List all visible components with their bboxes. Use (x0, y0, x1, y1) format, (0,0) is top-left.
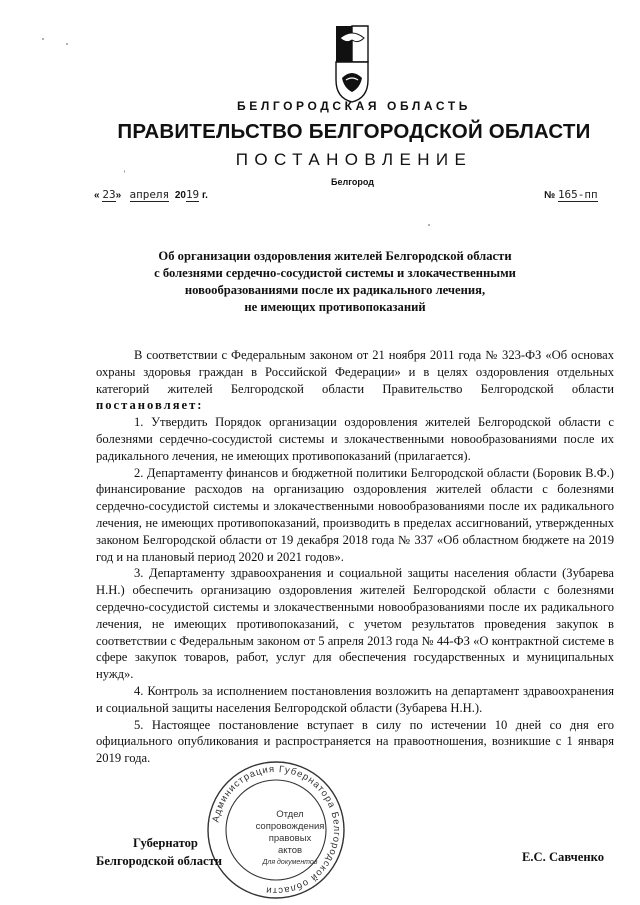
item-2-paragraph: 2. Департаменту финансов и бюджетной политики Белгородской области (Боровик В.Ф.) финансирование расходов на организацию оздоровления жителей области с болезнями сердечно-сосудистой системы и злокачественными новообразованиями после их радикального лечения, не имеющих противопоказаний, производить в пределах ассигнований, утвержденных законом Белгородской области от 19 декабря 2018 года № 337 «Об областном бюджете на 2019 год и на плановый период 2020 и 2021 годов». (96, 465, 614, 564)
preamble-text: В соответствии с Федеральным законом от 21 ноября 2011 года № 323-ФЗ «Об основах охраны здоровья граждан в Российской Федерации» и в целях оздоровления отдельных категорий жителей Белгородской области Правительство Белгородской области (96, 348, 614, 396)
position-line-2: Белгородской области (96, 854, 223, 868)
position-line-1: Губернатор (133, 836, 198, 850)
document-number (544, 188, 598, 201)
number-label: № (544, 190, 556, 201)
scan-speck (42, 38, 44, 40)
date-year-suffix: 19 (185, 188, 200, 201)
stamp-ring-text: Администрация Губернатора Белгородской области (210, 763, 343, 897)
document-type-heading: ПОСТАНОВЛЕНИЕ (235, 150, 473, 169)
stamp-small-text: Для документов (262, 859, 318, 866)
title-line-1: Об организации оздоровления жителей Белгородской области (158, 249, 512, 263)
date-open-quote: « (94, 190, 100, 201)
date-close-quote: » (115, 190, 122, 201)
date-year-abbr: г. (201, 190, 208, 201)
coat-of-arms-emblem (330, 22, 374, 104)
title-line-4: не имеющих противопоказаний (244, 300, 426, 314)
preamble-paragraph (96, 347, 614, 414)
item-1-paragraph: 1. Утвердить Порядок организации оздоровления жителей Белгородской области с болезнями сердечно-сосудистой системы и злокачественными новообразованиями после их радикального лечения, не имеющих противопоказаний (прилагается). (96, 415, 614, 463)
title-line-2: с болезнями сердечно-сосудистой системы и злокачественными (154, 266, 516, 280)
item-4-paragraph: 4. Контроль за исполнением постановления возложить на департамент здравоохранения и социальной защиты населения Белгородской области (Зубарева Н.Н.). (96, 683, 614, 715)
document-date (94, 188, 208, 201)
document-title (100, 248, 570, 316)
region-heading: БЕЛГОРОДСКАЯ ОБЛАСТЬ (237, 99, 471, 113)
signatory-name: Е.С. Савченко (522, 850, 604, 864)
date-month: апреля (129, 188, 170, 201)
date-day: 23 (102, 188, 116, 201)
signatory-position (96, 834, 222, 870)
scan-speck (124, 170, 125, 173)
stamp-line-3: правовых (268, 833, 312, 844)
item-3-paragraph: 3. Департаменту здравоохранения и социальной защиты населения области (Зубарева Н.Н.) обеспечить организацию оздоровления жителей Белгородской области с болезнями сердечно-сосудистой системы и злокачественными новообразованиями после их радикального лечения, не имеющих противопоказаний, с учетом результатов проведения закупок в соответствии с Федеральным законом от 5 апреля 2013 года № 44-ФЗ «О контрактной системе в сфере закупок товаров, работ, услуг для обеспечения государственных и муниципальных нужд». (96, 566, 614, 682)
number-value: 165-пп (557, 188, 598, 201)
resolves-keyword: постановляет: (96, 398, 204, 413)
item-5-paragraph: 5. Настоящее постановление вступает в силу по истечении 10 дней со дня его официального опубликования и распространяется на правоотношения, возникшие с 1 января 2019 года. (96, 717, 614, 766)
stamp-line-1: Отдел (276, 809, 304, 820)
title-line-3: новообразованиями после их радикального лечения, (184, 283, 486, 297)
stamp-line-2: сопровождения (255, 821, 325, 832)
stamp-line-4: актов (277, 845, 303, 856)
government-heading: ПРАВИТЕЛЬСТВО БЕЛГОРОДСКОЙ ОБЛАСТИ (117, 120, 591, 143)
date-year-prefix: 20 (174, 190, 186, 201)
scan-speck (428, 224, 430, 226)
stamp-center-text (252, 809, 328, 869)
scan-speck (66, 43, 68, 45)
city-label: Белгород (331, 177, 374, 187)
document-body (96, 347, 614, 767)
